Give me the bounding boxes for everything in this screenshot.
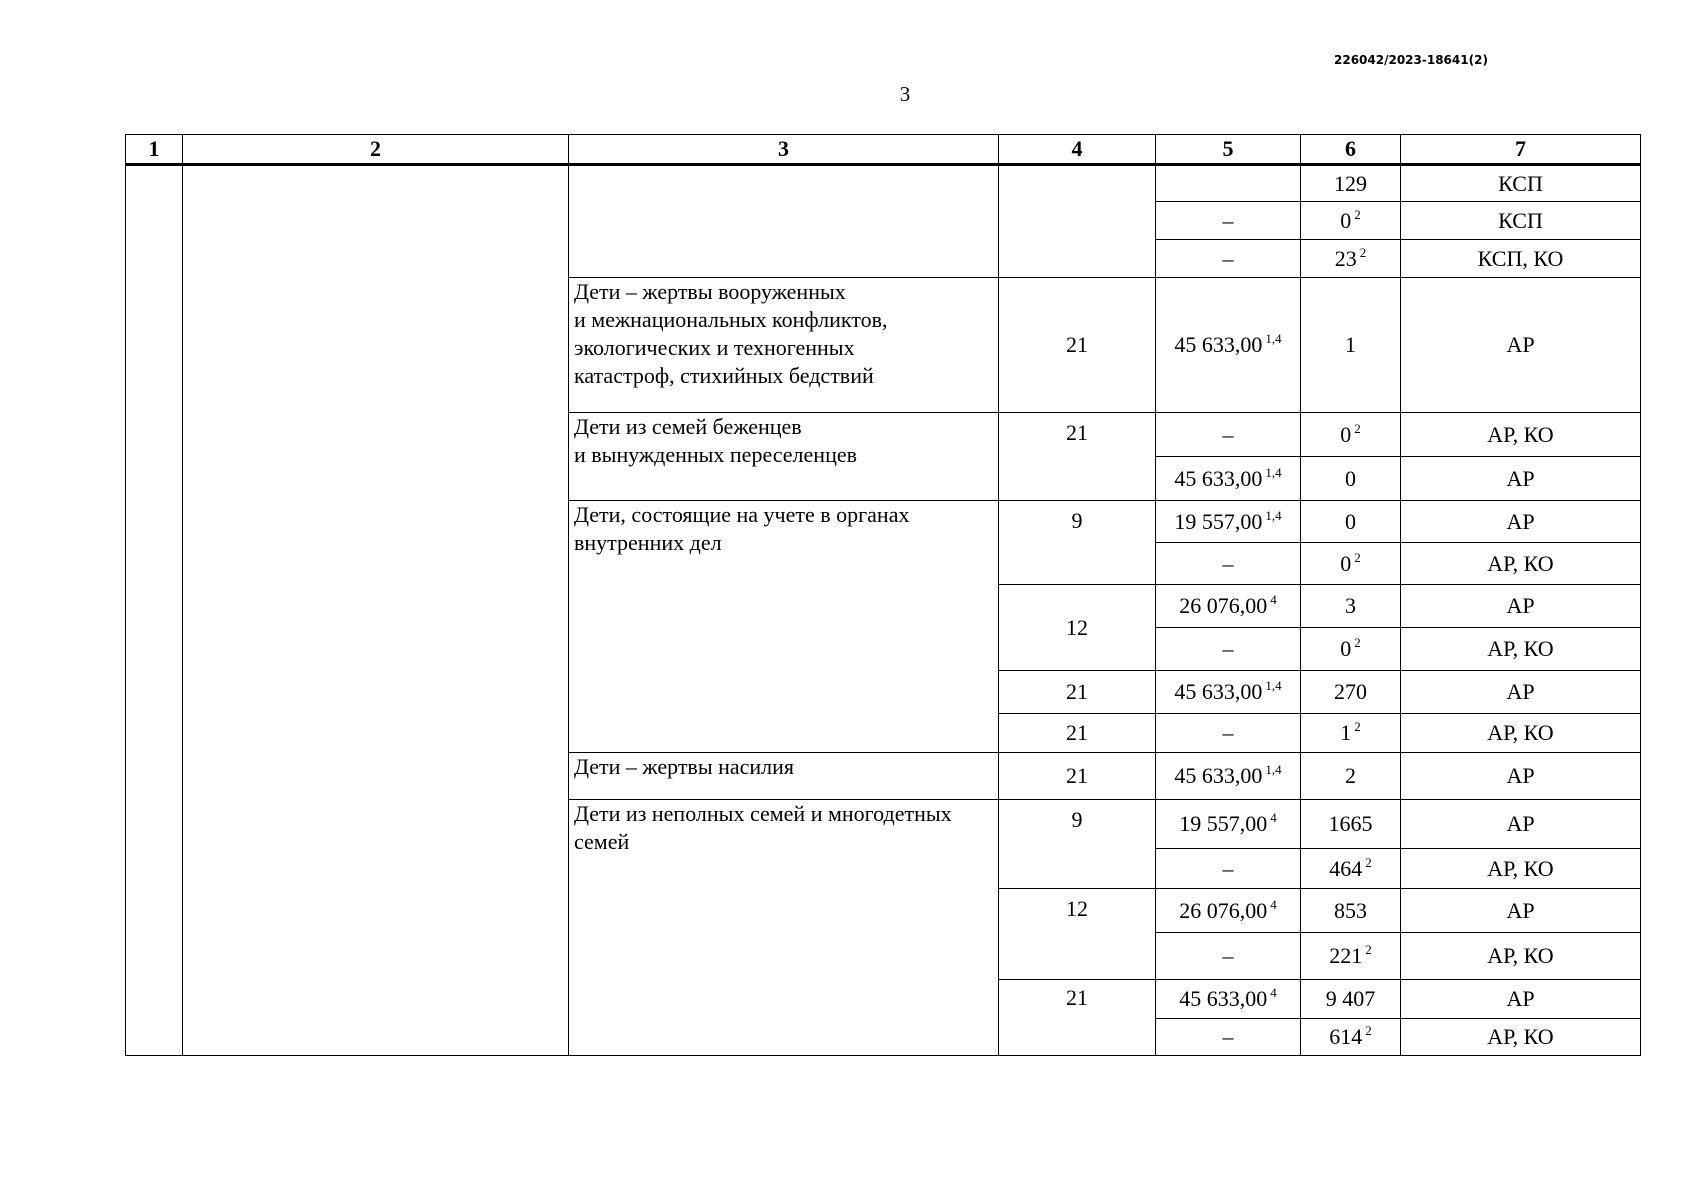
count-cell: 0 $^2$ <box>1301 202 1401 240</box>
source-cell: АР, КО <box>1401 543 1641 585</box>
column-header-1: 1 <box>126 135 183 165</box>
source-cell: АР <box>1401 671 1641 714</box>
footnote-marker: 2 <box>1354 719 1361 734</box>
column-header-5: 5 <box>1156 135 1301 165</box>
footnote-marker: 1,4 <box>1265 331 1282 346</box>
document-id: 226042/2023-18641(2) <box>1334 53 1488 67</box>
count-cell: 0 $^2$ <box>1301 413 1401 457</box>
cost-cell: 26 076,00 $^4$ <box>1156 889 1301 933</box>
cost-cell: – <box>1156 413 1301 457</box>
footnote-marker: 4 <box>1270 896 1277 912</box>
category-cell: Дети из семей беженцев и вынужденных переселенцев <box>569 413 999 501</box>
footnote-marker: 2 <box>1354 635 1361 650</box>
cost-cell: – <box>1156 543 1301 585</box>
footnote-marker: 1,4 <box>1265 678 1282 693</box>
footnote-marker: 1,4 <box>1265 507 1282 523</box>
count-cell: 2 <box>1301 753 1401 800</box>
category-cell: Дети – жертвы насилия <box>569 753 999 800</box>
cost-cell: – <box>1156 628 1301 671</box>
cost-cell: 19 557,00 $^4$ <box>1156 800 1301 849</box>
footnote-marker: 4 <box>1270 592 1277 607</box>
period-cell: 21 <box>999 980 1156 1056</box>
count-cell: 0 <box>1301 457 1401 501</box>
count-cell: 23 $^2$ <box>1301 240 1401 278</box>
footnote-marker: 2 <box>1354 206 1361 222</box>
period-cell: 12 <box>999 585 1156 671</box>
cost-cell: 19 557,00 $^{1,4}$ <box>1156 501 1301 543</box>
count-cell: 853 <box>1301 889 1401 933</box>
source-cell: АР <box>1401 753 1641 800</box>
column-header-3: 3 <box>569 135 999 165</box>
period-cell: 9 <box>999 501 1156 585</box>
count-cell: 0 $^2$ <box>1301 628 1401 671</box>
count-cell: 270 <box>1301 671 1401 714</box>
footnote-marker: 2 <box>1365 854 1372 870</box>
cost-cell: 26 076,00 $^4$ <box>1156 585 1301 628</box>
cost-cell: 45 633,00 $^4$ <box>1156 980 1301 1019</box>
column-header-7: 7 <box>1401 135 1641 165</box>
period-cell: 12 <box>999 889 1156 980</box>
count-cell: 464 $^2$ <box>1301 849 1401 889</box>
column-header-4: 4 <box>999 135 1156 165</box>
cost-cell: – <box>1156 933 1301 980</box>
source-cell: АР, КО <box>1401 1019 1641 1056</box>
count-cell: 614 $^2$ <box>1301 1019 1401 1056</box>
footnote-marker: 2 <box>1354 549 1361 565</box>
period-cell: 21 <box>999 714 1156 753</box>
source-cell: АР <box>1401 980 1641 1019</box>
source-cell: АР <box>1401 800 1641 849</box>
cost-cell <box>1156 165 1301 202</box>
source-cell: АР <box>1401 889 1641 933</box>
data-table <box>125 134 1641 1056</box>
footnote-marker: 2 <box>1365 942 1372 957</box>
footnote-marker: 2 <box>1359 244 1367 260</box>
category-cell: Дети из неполных семей и многодетных семей <box>569 800 999 1056</box>
source-cell: КСП, КО <box>1401 240 1641 278</box>
source-cell: АР, КО <box>1401 413 1641 457</box>
source-cell: АР <box>1401 457 1641 501</box>
category-cell: Дети, состоящие на учете в органах внутренних дел <box>569 501 999 753</box>
count-cell: 221 $^2$ <box>1301 933 1401 980</box>
footnote-marker: 2 <box>1354 420 1361 436</box>
source-cell: АР, КО <box>1401 714 1641 753</box>
count-cell: 129 <box>1301 165 1401 202</box>
count-cell: 3 <box>1301 585 1401 628</box>
cost-cell: – <box>1156 240 1301 278</box>
column-header-6: 6 <box>1301 135 1401 165</box>
column-1-cell <box>126 165 183 1056</box>
source-cell: АР <box>1401 585 1641 628</box>
category-cell: Дети – жертвы вооруженных и межнациональных конфликтов, экологических и техногенных катастроф, стихийных бедствий <box>569 278 999 413</box>
source-cell: КСП <box>1401 202 1641 240</box>
count-cell: 1665 <box>1301 800 1401 849</box>
cost-cell: 45 633,00 $^{1,4}$ <box>1156 278 1301 413</box>
footnote-marker: 4 <box>1270 985 1277 1000</box>
period-cell: 21 <box>999 278 1156 413</box>
count-cell: 0 $^2$ <box>1301 543 1401 585</box>
page-number: 3 <box>899 82 911 106</box>
cost-cell: 45 633,00 $^{1,4}$ <box>1156 457 1301 501</box>
footnote-marker: 1,4 <box>1265 762 1282 777</box>
period-cell: 21 <box>999 671 1156 714</box>
footnote-marker: 1,4 <box>1265 464 1282 480</box>
count-cell: 1 <box>1301 278 1401 413</box>
cost-cell: – <box>1156 202 1301 240</box>
table-row <box>126 165 1641 202</box>
count-cell: 1 $^2$ <box>1301 714 1401 753</box>
cost-cell: – <box>1156 1019 1301 1056</box>
source-cell: АР <box>1401 501 1641 543</box>
cost-cell: 45 633,00 $^{1,4}$ <box>1156 671 1301 714</box>
source-cell: АР, КО <box>1401 628 1641 671</box>
category-cell-empty <box>569 165 999 278</box>
table-header-row <box>126 135 1641 165</box>
cost-cell: – <box>1156 714 1301 753</box>
source-cell: АР, КО <box>1401 849 1641 889</box>
source-cell: КСП <box>1401 165 1641 202</box>
footnote-marker: 2 <box>1365 1023 1372 1038</box>
cost-cell: – <box>1156 849 1301 889</box>
period-cell: 21 <box>999 413 1156 501</box>
footnote-marker: 4 <box>1270 810 1277 825</box>
period-cell: 9 <box>999 800 1156 889</box>
cost-cell: 45 633,00 $^{1,4}$ <box>1156 753 1301 800</box>
column-header-2: 2 <box>183 135 569 165</box>
source-cell: АР <box>1401 278 1641 413</box>
period-cell: 21 <box>999 753 1156 800</box>
count-cell: 0 <box>1301 501 1401 543</box>
period-cell-empty <box>999 165 1156 278</box>
count-cell: 9 407 <box>1301 980 1401 1019</box>
source-cell: АР, КО <box>1401 933 1641 980</box>
column-2-cell <box>183 165 569 1056</box>
